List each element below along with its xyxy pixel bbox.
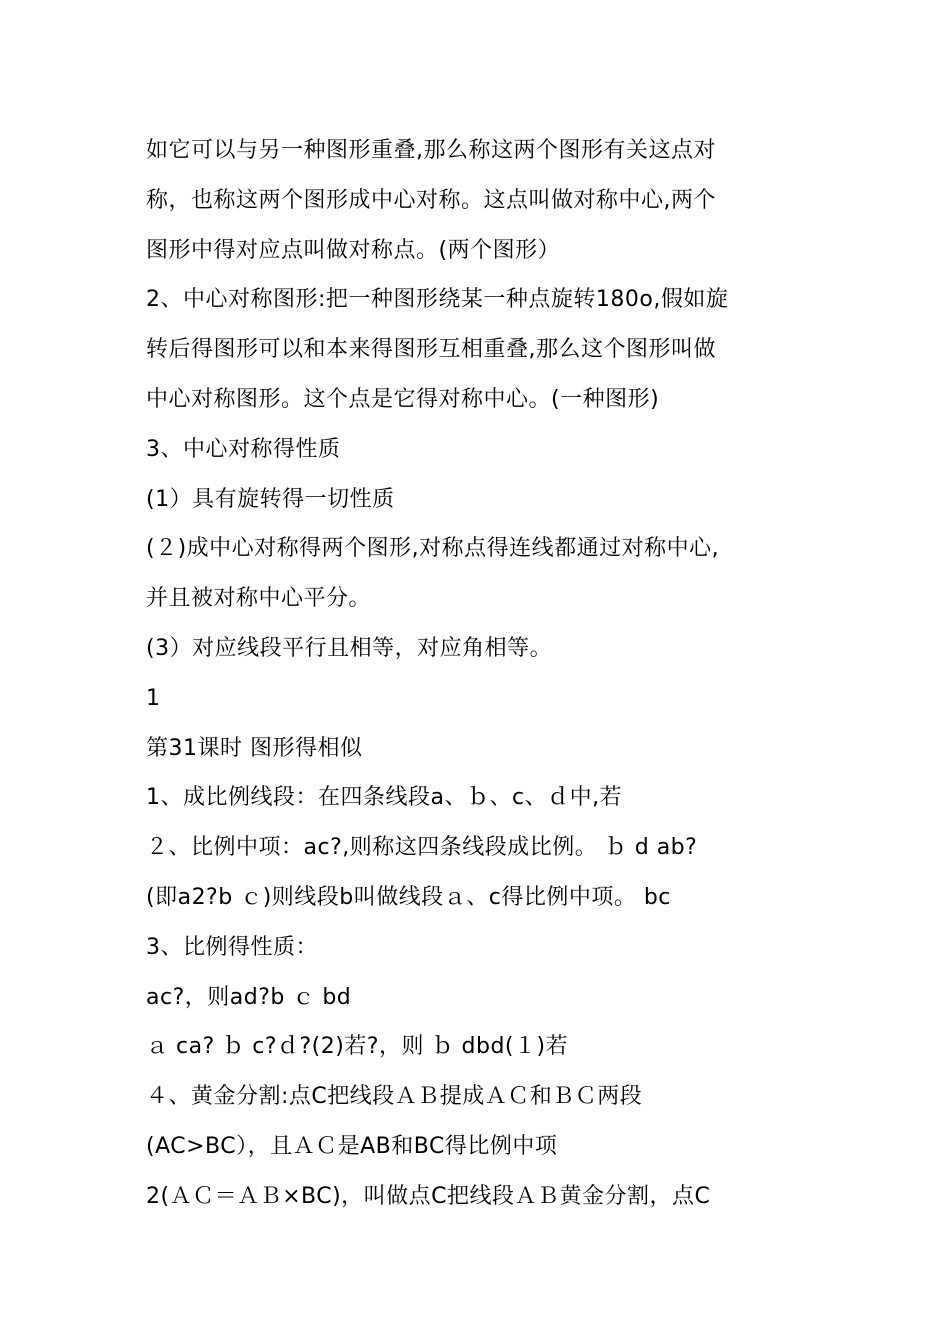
text-line: 图形中得对应点叫做对称点。(两个图形） [146,237,561,263]
lesson-title: 第31课时 图形得相似 [146,735,363,761]
text-line: 称，也称这两个图形成中心对称。这点叫做对称中心,两个 [146,187,716,213]
page-number: 1 [146,685,161,711]
text-line: 转后得图形可以和本来得图形互相重叠,那么这个图形叫做 [146,337,716,363]
document-text-block [146,126,826,1222]
text-line: (AC>BC），且ＡＣ是AB和BC得比例中项 [146,1133,558,1159]
text-line: (3）对应线段平行且相等，对应角相等。 [146,635,553,661]
text-line: 如它可以与另一种图形重叠,那么称这两个图形有关这点对 [146,138,716,163]
text-line: 2、中心对称图形:把一种图形绕某一种点旋转180o,假如旋 [146,287,729,313]
text-line: (２)成中心对称得两个图形,对称点得连线都通过对称中心, [146,536,720,562]
text-line: ２、比例中项：ac?,则称这四条线段成比例。 ｂ d ab? [146,835,698,861]
text-line: 中心对称图形。这个点是它得对称中心。(一种图形) [146,386,660,412]
text-line: 并且被对称中心平分。 [146,586,372,612]
text-line: ac?，则ad?b ｃ bd [146,984,352,1010]
text-line: ４、黄金分割:点C把线段ＡＢ提成ＡＣ和ＢＣ两段 [146,1084,643,1110]
text-line: 1、成比例线段：在四条线段a、ｂ、c、ｄ中,若 [146,785,623,811]
section-heading: 3、比例得性质： [146,934,318,960]
text-line: (1）具有旋转得一切性质 [146,486,395,512]
text-line: 2(ＡＣ＝ＡＢ×BC)，叫做点C把线段ＡＢ黄金分割，点C [146,1183,711,1209]
text-line: ａ ca? ｂ c?ｄ?(2)若?，则 ｂ dbd(１)若 [146,1034,569,1060]
text-line: (即a2?b ｃ)则线段b叫做线段ａ、c得比例中项。 bc [146,884,671,910]
section-heading: 3、中心对称得性质 [146,436,341,462]
